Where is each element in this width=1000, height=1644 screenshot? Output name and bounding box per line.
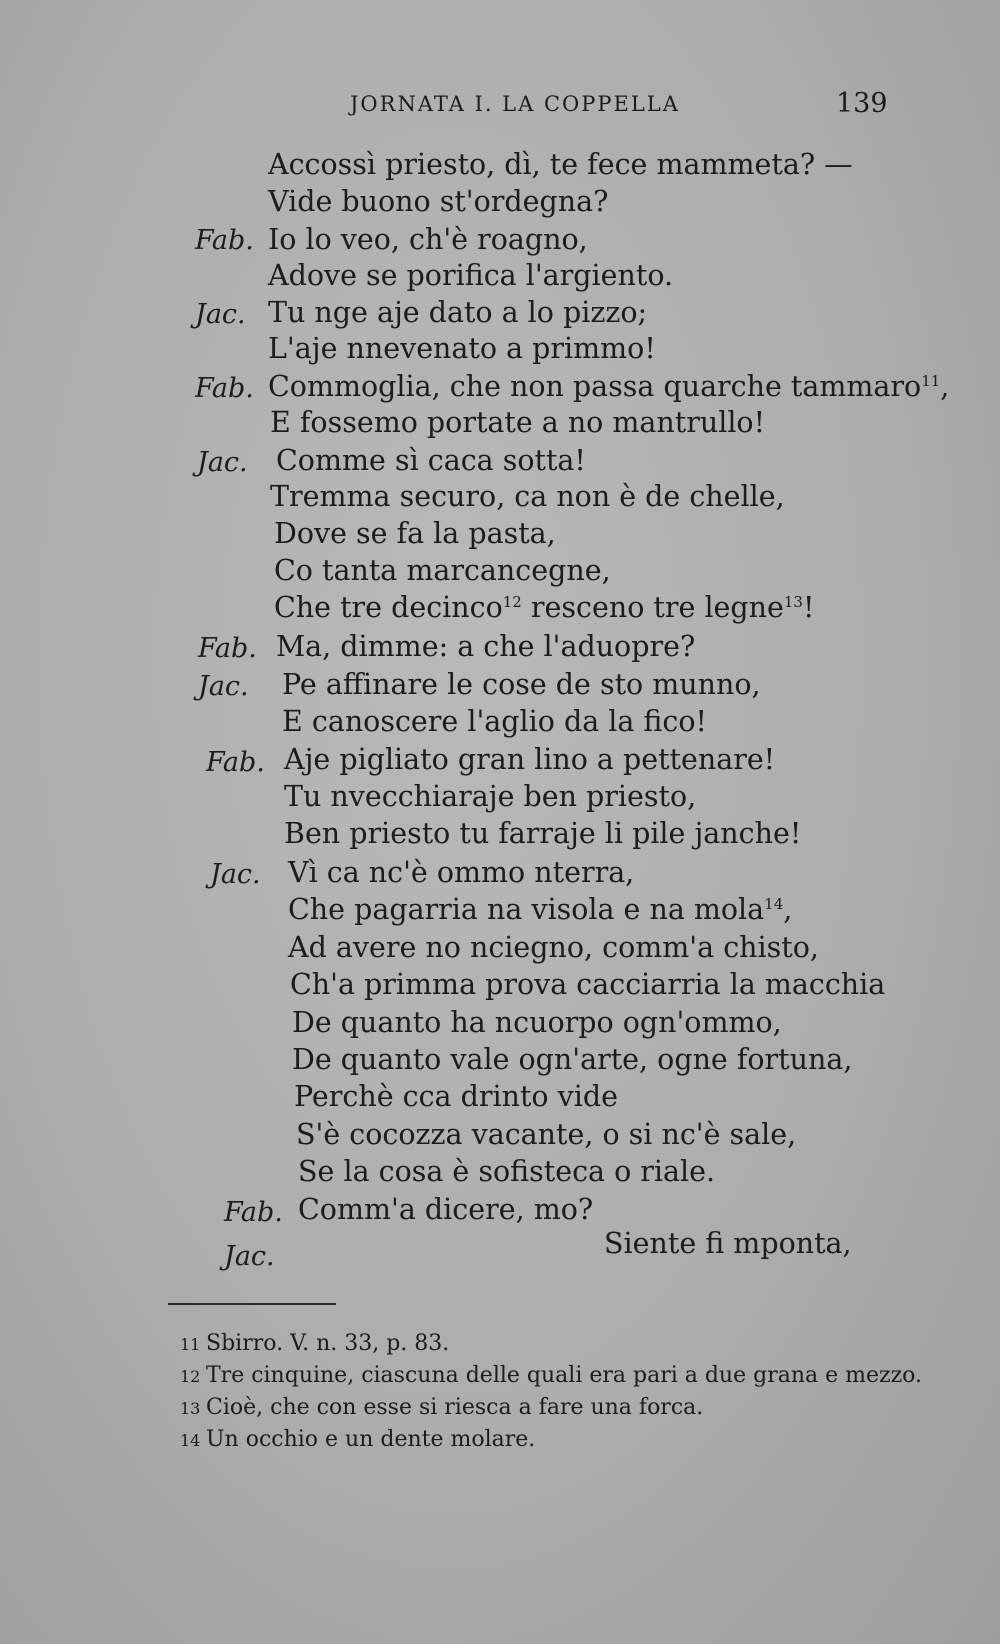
verse-line: E canoscere l'aglio da la fico! — [282, 705, 708, 738]
verse-line: Tremma securo, ca non è de chelle, — [270, 480, 785, 513]
verse-line: Dove se fa la pasta, — [274, 517, 556, 550]
verse-line: L'aje nnevenato a primmo! — [268, 332, 656, 365]
verse-line: Adove se porifica l'argiento. — [268, 259, 674, 292]
footnote: 12 Tre cinquine, ciascuna delle quali era pari a due grana e mezzo. — [180, 1363, 923, 1388]
speaker-label: Jac. — [195, 299, 246, 330]
verse-line: Vì ca nc'è ommo nterra, — [288, 856, 635, 889]
verse-line: Ch'a primma prova cacciarria la macchia — [290, 968, 886, 1001]
speaker-label: Fab. — [195, 225, 254, 256]
verse-line: Siente fi mponta, — [604, 1227, 852, 1260]
verse-line: Perchè cca drinto vide — [294, 1080, 618, 1113]
speaker-label: Jac. — [224, 1241, 275, 1272]
verse-line: Tu nge aje dato a lo pizzo; — [268, 296, 648, 329]
speaker-label: Jac. — [210, 859, 261, 890]
verse-line: Aje pigliato gran lino a pettenare! — [284, 743, 776, 776]
footnote: 14 Un occhio e un dente molare. — [180, 1427, 536, 1452]
verse-line: Pe affinare le cose de sto munno, — [282, 668, 761, 701]
page-number: 139 — [836, 88, 888, 119]
speaker-label: Fab. — [224, 1197, 283, 1228]
speaker-label: Fab. — [195, 373, 254, 404]
footnote: 11 Sbirro. V. n. 33, p. 83. — [180, 1331, 450, 1356]
verse-line: Che tre decinco$^{12}$ resceno tre legne$^{13}$! — [274, 591, 815, 624]
footnote-ref: 14 — [764, 895, 784, 913]
footnote: 13 Cioè, che con esse si riesca a fare una forca. — [180, 1395, 704, 1420]
verse-line: Se la cosa è sofisteca o riale. — [298, 1155, 716, 1188]
verse-line: Io lo veo, ch'è roagno, — [268, 223, 588, 256]
verse-line: Comm'a dicere, mo? — [298, 1193, 594, 1226]
verse-line: Co tanta marcancegne, — [274, 554, 611, 587]
verse-line: Accossì priesto, dì, te fece mammeta? — — [268, 148, 853, 181]
verse-line: Che pagarria na visola e na mola$^{14}$, — [288, 893, 793, 926]
speaker-label: Jac. — [198, 671, 249, 702]
verse-line: Ma, dimme: a che l'aduopre? — [276, 630, 696, 663]
footnote-ref: 11 — [921, 372, 941, 390]
speaker-label: Fab. — [198, 633, 257, 664]
running-title: JORNATA I. LA COPPELLA — [350, 92, 680, 116]
footnote-divider — [168, 1303, 336, 1305]
speaker-label: Jac. — [197, 447, 248, 478]
verse-line: Vide buono st'ordegna? — [268, 185, 609, 218]
verse-line: S'è cocozza vacante, o si nc'è sale, — [296, 1118, 797, 1151]
speaker-label: Fab. — [206, 747, 265, 778]
verse-line: Commoglia, che non passa quarche tammaro$^{11}$, — [268, 370, 950, 403]
verse-line: Tu nvecchiaraje ben priesto, — [284, 780, 697, 813]
verse-line: De quanto ha ncuorpo ogn'ommo, — [292, 1006, 782, 1039]
verse-line: Ad avere no nciegno, comm'a chisto, — [288, 931, 819, 964]
verse-line: Comme sì caca sotta! — [276, 444, 586, 477]
verse-line: E fossemo portate a no mantrullo! — [270, 406, 766, 439]
footnote-ref: 13 — [783, 593, 803, 611]
verse-line: De quanto vale ogn'arte, ogne fortuna, — [292, 1043, 853, 1076]
verse-line: Ben priesto tu farraje li pile janche! — [284, 817, 802, 850]
footnote-ref: 12 — [502, 593, 522, 611]
